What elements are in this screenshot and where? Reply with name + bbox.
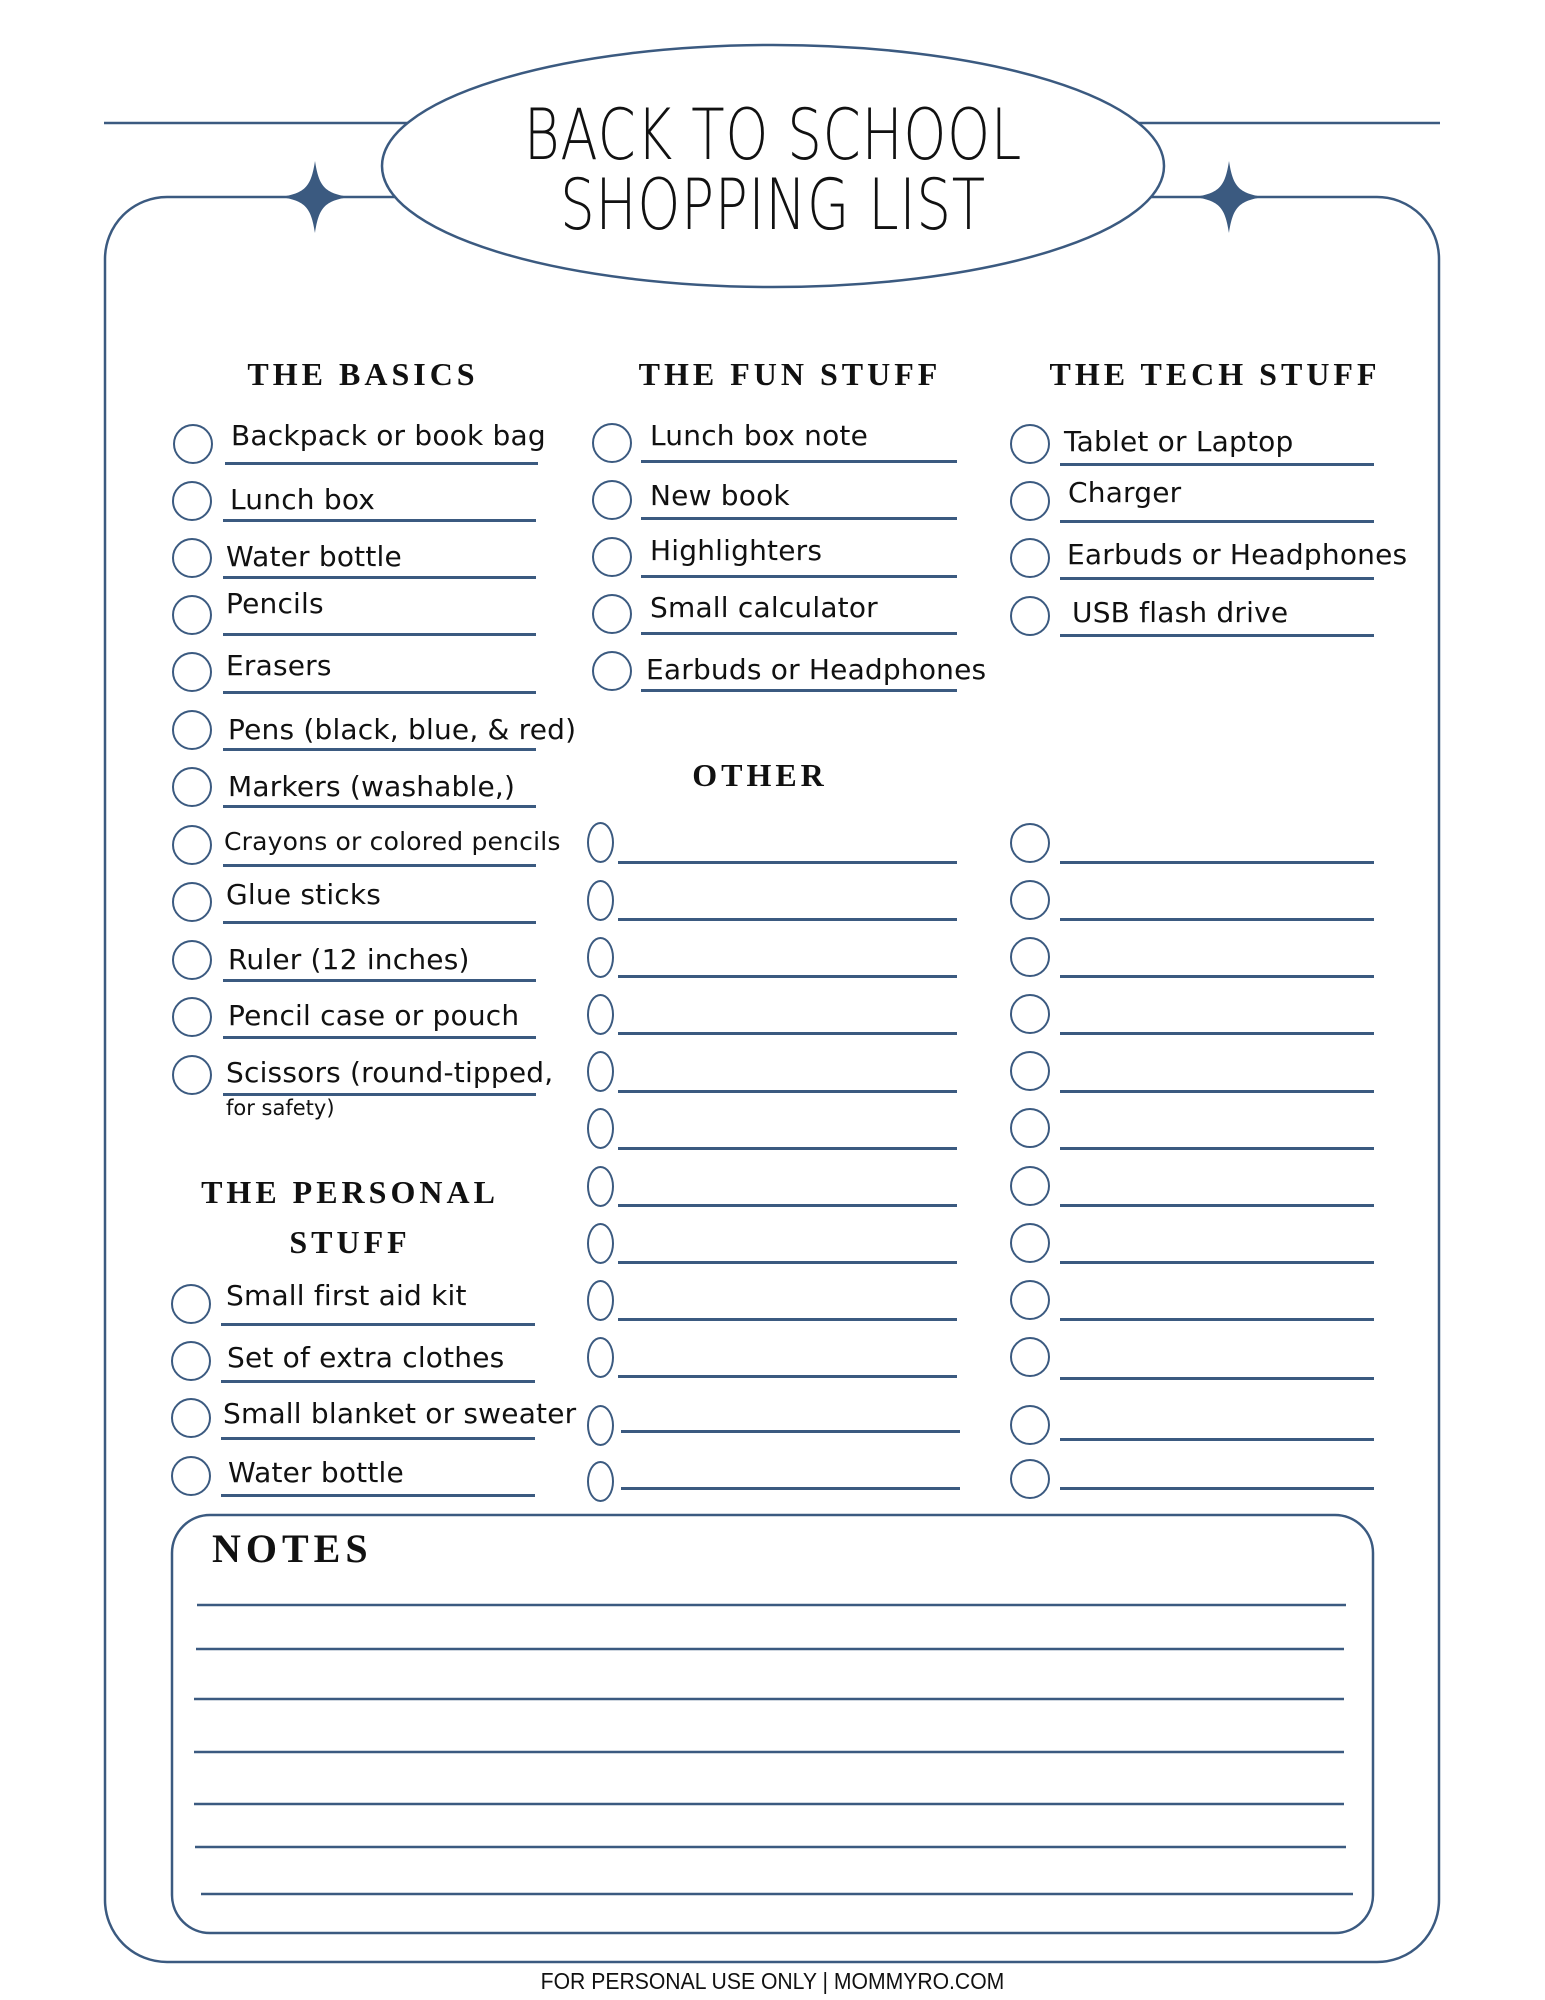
checkbox-circle[interactable] bbox=[587, 1337, 614, 1378]
checkbox-circle[interactable] bbox=[172, 481, 212, 521]
checkbox-circle[interactable] bbox=[172, 652, 212, 692]
item-label: Charger bbox=[1068, 476, 1182, 509]
item-underline bbox=[221, 1494, 535, 1497]
item-label: Erasers bbox=[226, 649, 332, 682]
item-label: Water bottle bbox=[226, 540, 402, 573]
notes-writing-area[interactable] bbox=[190, 1570, 1355, 1910]
checkbox-circle[interactable] bbox=[587, 1166, 614, 1207]
checkbox-circle[interactable] bbox=[172, 710, 212, 750]
item-label: Backpack or book bag bbox=[231, 419, 546, 452]
section-heading-basics: THE BASICS bbox=[247, 356, 479, 392]
item-underline bbox=[641, 460, 957, 463]
write-in-line[interactable] bbox=[1060, 1147, 1374, 1150]
item-underline bbox=[223, 576, 536, 579]
write-in-line[interactable] bbox=[1060, 1377, 1374, 1380]
item-label: Small blanket or sweater bbox=[223, 1397, 577, 1430]
item-label: Small calculator bbox=[650, 591, 878, 624]
item-underline bbox=[1060, 463, 1374, 466]
checkbox-circle[interactable] bbox=[1010, 1166, 1050, 1206]
checkbox-circle[interactable] bbox=[587, 1405, 614, 1446]
checkbox-circle[interactable] bbox=[1010, 937, 1050, 977]
write-in-line[interactable] bbox=[1060, 1261, 1374, 1264]
item-label: Pencil case or pouch bbox=[228, 999, 520, 1032]
item-label: Earbuds or Headphones bbox=[1067, 538, 1408, 571]
checkbox-circle[interactable] bbox=[1010, 1051, 1050, 1091]
write-in-line[interactable] bbox=[1060, 1204, 1374, 1207]
write-in-line[interactable] bbox=[621, 1430, 960, 1433]
sparkle-star-icon bbox=[1195, 161, 1263, 233]
checkbox-circle[interactable] bbox=[1010, 424, 1050, 464]
checkbox-circle[interactable] bbox=[171, 1456, 211, 1496]
write-in-line[interactable] bbox=[1060, 975, 1374, 978]
checkbox-circle[interactable] bbox=[173, 424, 213, 464]
write-in-line[interactable] bbox=[618, 1032, 957, 1035]
item-underline bbox=[641, 517, 957, 520]
checkbox-circle[interactable] bbox=[587, 880, 614, 921]
checkbox-circle[interactable] bbox=[1010, 1405, 1050, 1445]
item-underline bbox=[641, 689, 957, 692]
checkbox-circle[interactable] bbox=[592, 594, 632, 634]
write-in-line[interactable] bbox=[1060, 1090, 1374, 1093]
item-label: Set of extra clothes bbox=[227, 1341, 505, 1374]
write-in-line[interactable] bbox=[1060, 918, 1374, 921]
section-heading-other: OTHER bbox=[692, 757, 828, 793]
checkbox-circle[interactable] bbox=[171, 1284, 211, 1324]
page-title-line-2: SHOPPING LIST bbox=[560, 164, 986, 246]
checkbox-circle[interactable] bbox=[1010, 1337, 1050, 1377]
checkbox-circle[interactable] bbox=[171, 1398, 211, 1438]
item-label: Lunch box note bbox=[650, 419, 869, 452]
item-label: Lunch box bbox=[230, 483, 376, 516]
checkbox-circle[interactable] bbox=[587, 822, 614, 863]
item-underline bbox=[223, 748, 536, 751]
item-label-continuation: for safety) bbox=[226, 1096, 335, 1120]
write-in-line[interactable] bbox=[1060, 1318, 1374, 1321]
checkbox-circle[interactable] bbox=[592, 423, 632, 463]
checkbox-circle[interactable] bbox=[1010, 1459, 1050, 1499]
item-underline bbox=[223, 864, 536, 867]
write-in-line[interactable] bbox=[618, 1090, 957, 1093]
checkbox-circle[interactable] bbox=[172, 1055, 212, 1095]
item-label: Scissors (round-tipped, bbox=[226, 1056, 554, 1089]
checkbox-circle[interactable] bbox=[1010, 1108, 1050, 1148]
checkbox-circle[interactable] bbox=[172, 595, 212, 635]
item-label: New book bbox=[650, 479, 790, 512]
item-label: USB flash drive bbox=[1072, 596, 1289, 629]
item-underline bbox=[221, 1323, 535, 1326]
write-in-line[interactable] bbox=[618, 918, 957, 921]
item-label: Earbuds or Headphones bbox=[646, 653, 987, 686]
footer-text: FOR PERSONAL USE ONLY | MOMMYRO.COM bbox=[540, 1968, 1005, 1994]
section-heading-personal-line-1: THE PERSONAL bbox=[201, 1174, 499, 1210]
item-underline bbox=[221, 1437, 535, 1440]
page-title-line-1: BACK TO SCHOOL bbox=[523, 94, 1023, 176]
write-in-line[interactable] bbox=[618, 1261, 957, 1264]
item-underline bbox=[223, 691, 536, 694]
checkbox-circle[interactable] bbox=[587, 1051, 614, 1092]
item-underline bbox=[641, 632, 957, 635]
sparkle-star-icon bbox=[281, 161, 349, 233]
write-in-line[interactable] bbox=[1060, 1438, 1374, 1441]
write-in-line[interactable] bbox=[1060, 861, 1374, 864]
checkbox-circle[interactable] bbox=[1010, 880, 1050, 920]
write-in-line[interactable] bbox=[618, 1318, 957, 1321]
item-underline bbox=[223, 979, 536, 982]
checkbox-circle[interactable] bbox=[592, 537, 632, 577]
item-label: Glue sticks bbox=[226, 878, 382, 911]
checkbox-circle[interactable] bbox=[171, 1341, 211, 1381]
item-label: Water bottle bbox=[228, 1456, 404, 1489]
item-underline bbox=[223, 633, 536, 636]
write-in-line[interactable] bbox=[618, 975, 957, 978]
section-heading-fun: THE FUN STUFF bbox=[638, 356, 942, 392]
item-underline bbox=[223, 805, 536, 808]
write-in-line[interactable] bbox=[621, 1487, 960, 1490]
checkbox-circle[interactable] bbox=[172, 767, 212, 807]
item-underline bbox=[221, 1380, 535, 1383]
item-underline bbox=[223, 921, 536, 924]
checkbox-circle[interactable] bbox=[172, 825, 212, 865]
item-label: Highlighters bbox=[650, 534, 823, 567]
item-label: Ruler (12 inches) bbox=[228, 943, 470, 976]
checkbox-circle[interactable] bbox=[1010, 596, 1050, 636]
write-in-line[interactable] bbox=[618, 1375, 957, 1378]
item-underline bbox=[223, 519, 536, 522]
item-underline bbox=[1060, 577, 1374, 580]
checkbox-circle[interactable] bbox=[587, 937, 614, 978]
write-in-line[interactable] bbox=[1060, 1487, 1374, 1490]
write-in-line[interactable] bbox=[618, 1147, 957, 1150]
checkbox-circle[interactable] bbox=[1010, 1223, 1050, 1263]
checkbox-circle[interactable] bbox=[1010, 823, 1050, 863]
item-underline bbox=[223, 1036, 536, 1039]
item-underline bbox=[1060, 634, 1374, 637]
checkbox-circle[interactable] bbox=[592, 480, 632, 520]
write-in-line[interactable] bbox=[618, 1204, 957, 1207]
checkbox-circle[interactable] bbox=[587, 1223, 614, 1264]
item-underline bbox=[225, 462, 538, 465]
checkbox-circle[interactable] bbox=[587, 1280, 614, 1321]
checkbox-circle[interactable] bbox=[172, 882, 212, 922]
section-heading-tech: THE TECH STUFF bbox=[1049, 356, 1381, 392]
checkbox-circle[interactable] bbox=[1010, 481, 1050, 521]
checkbox-circle[interactable] bbox=[587, 1108, 614, 1149]
item-label: Markers (washable,) bbox=[228, 770, 516, 803]
item-underline bbox=[641, 575, 957, 578]
checkbox-circle[interactable] bbox=[587, 1461, 614, 1502]
write-in-line[interactable] bbox=[618, 861, 957, 864]
checkbox-circle[interactable] bbox=[172, 538, 212, 578]
section-heading-personal-line-2: STUFF bbox=[289, 1224, 411, 1260]
checkbox-circle[interactable] bbox=[592, 651, 632, 691]
checkbox-circle[interactable] bbox=[1010, 538, 1050, 578]
item-label: Small first aid kit bbox=[226, 1279, 467, 1312]
checkbox-circle[interactable] bbox=[172, 940, 212, 980]
checkbox-circle[interactable] bbox=[172, 997, 212, 1037]
notes-heading: NOTES bbox=[212, 1526, 373, 1571]
checkbox-circle[interactable] bbox=[1010, 1280, 1050, 1320]
item-label: Pencils bbox=[226, 587, 324, 620]
item-label: Pens (black, blue, & red) bbox=[228, 713, 577, 746]
checkbox-circle[interactable] bbox=[587, 994, 614, 1035]
checkbox-circle[interactable] bbox=[1010, 994, 1050, 1034]
item-underline bbox=[1060, 520, 1374, 523]
item-label: Tablet or Laptop bbox=[1064, 425, 1294, 458]
item-label: Crayons or colored pencils bbox=[224, 827, 561, 856]
write-in-line[interactable] bbox=[1060, 1032, 1374, 1035]
